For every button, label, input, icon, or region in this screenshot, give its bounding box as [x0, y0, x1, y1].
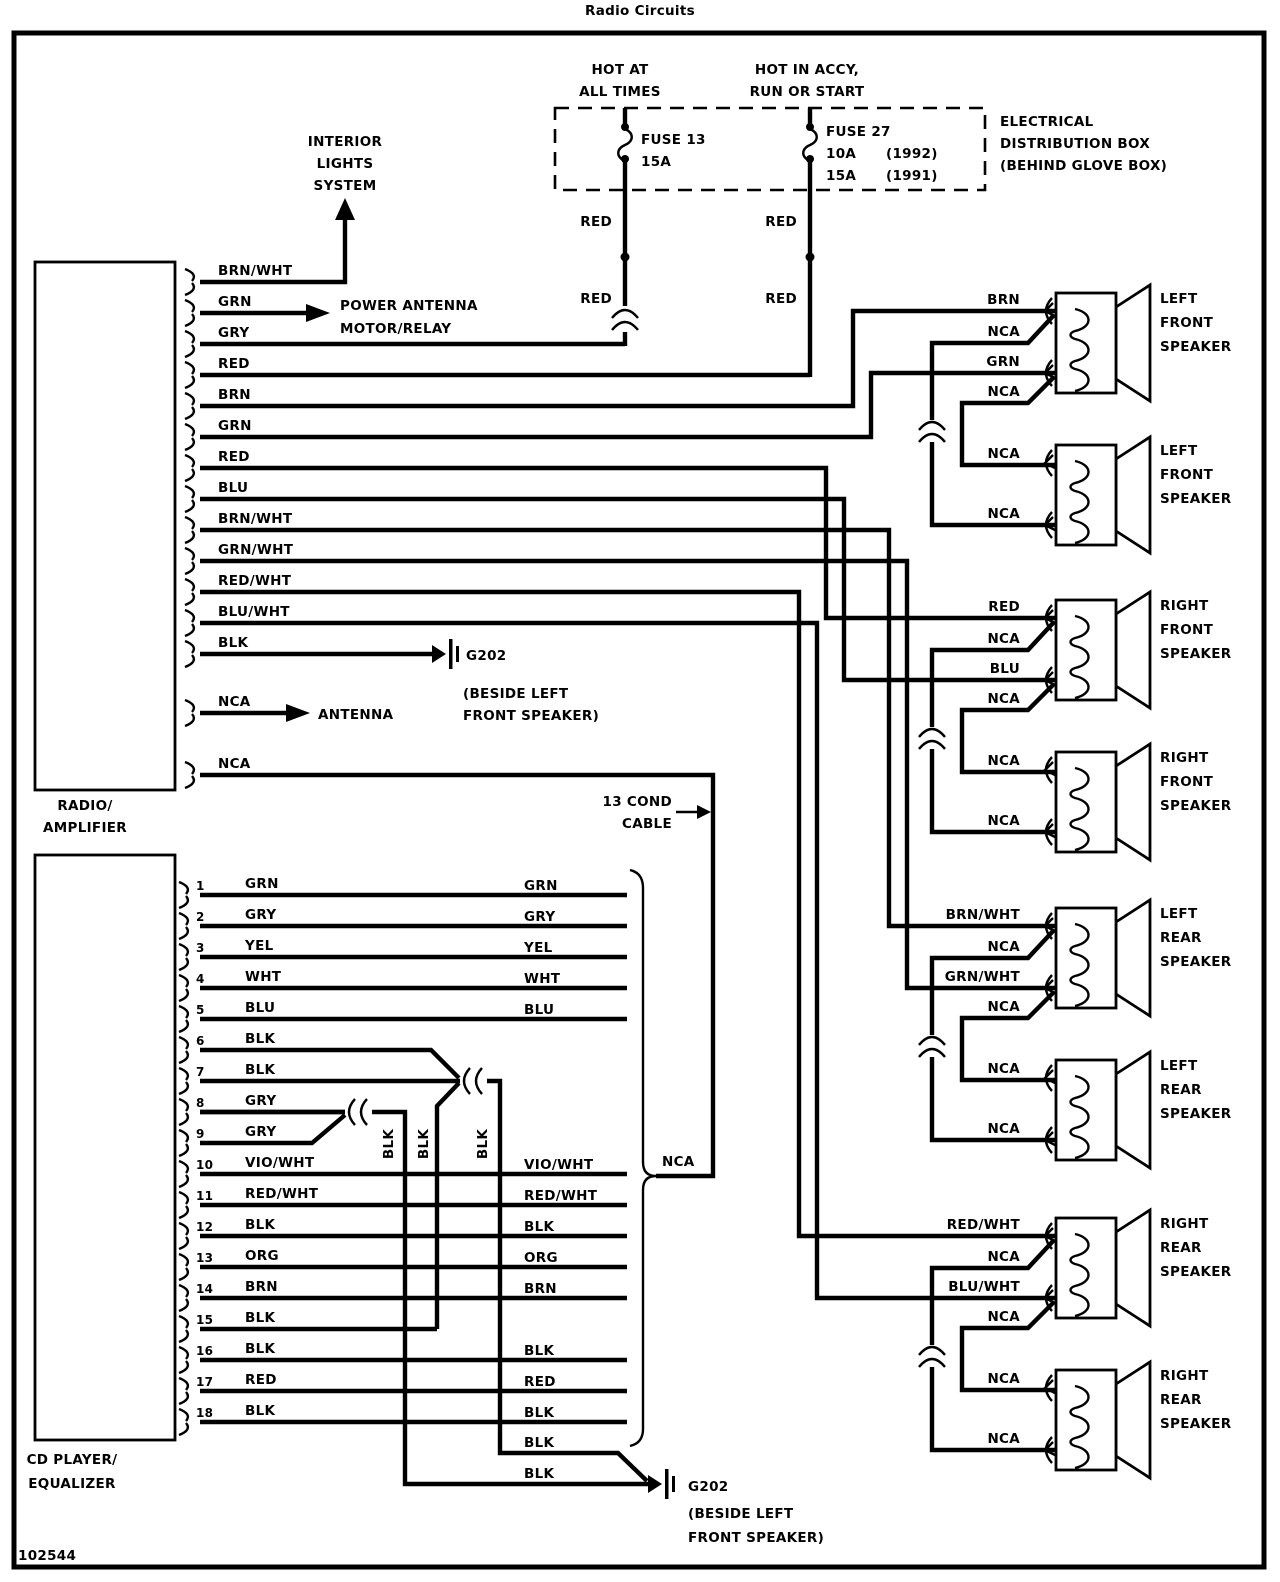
- speaker-wire-label: RED/WHT: [946, 1217, 1020, 1233]
- interior-lights-label: INTERIOR: [307, 134, 383, 150]
- radio-pin-label: RED: [218, 356, 250, 372]
- wire-color-label: RED: [580, 214, 612, 230]
- speaker-feed-wire: [200, 592, 1056, 1236]
- radio-pin-connector: [185, 331, 194, 357]
- cd-wire-label-right: YEL: [524, 940, 553, 956]
- power-antenna-label: MOTOR/RELAY: [340, 321, 452, 337]
- hot-accy-label: HOT IN ACCY,: [754, 62, 860, 78]
- cd-wire-label-right: BLK: [524, 1219, 555, 1235]
- cd-wire-label-right: BLU: [524, 1002, 555, 1018]
- speaker-wire-label: RED: [988, 599, 1020, 615]
- radio-pin-connector: [185, 455, 194, 481]
- cd-wire-label-right: BRN: [524, 1281, 557, 1297]
- speaker-feed-wire: [200, 468, 1056, 618]
- radio-pin-connector: [185, 641, 194, 667]
- cd-pin-number: 16: [196, 1344, 214, 1358]
- cd-pin-connector: [179, 944, 188, 970]
- radio-pin-label: RED: [218, 449, 250, 465]
- cd-pin-wire-label: RED: [245, 1372, 277, 1388]
- speaker-name: REAR: [1160, 1240, 1202, 1256]
- speaker-name: SPEAKER: [1160, 339, 1232, 355]
- cd-pin-wire-label: BLK: [245, 1062, 276, 1078]
- radio-pin-label: BRN/WHT: [218, 511, 293, 527]
- cd-pin-connector: [179, 1378, 188, 1404]
- speaker-feed-wire: [200, 623, 1056, 1298]
- ground-triangle-icon: [648, 1475, 662, 1493]
- arrow-right-icon: [697, 805, 711, 819]
- page-title: Radio Circuits: [585, 3, 695, 19]
- speaker-wire-label: NCA: [987, 384, 1020, 400]
- radio-pin-label: NCA: [218, 756, 251, 772]
- cd-pin-number: 5: [196, 1003, 205, 1017]
- radio-pin-connector: [185, 300, 194, 326]
- speaker-cone: [1116, 900, 1150, 1016]
- speaker-wire-label: NCA: [987, 631, 1020, 647]
- cd-pin-connector: [179, 1285, 188, 1311]
- cd-pin-wire-label: RED/WHT: [245, 1186, 319, 1202]
- speaker-wire-label: NCA: [987, 753, 1020, 769]
- speaker-name: FRONT: [1160, 467, 1214, 483]
- radio-pin-label: GRN/WHT: [218, 542, 294, 558]
- radio-amplifier-box: [35, 262, 175, 790]
- cd-blk-wire-6: [200, 1050, 459, 1078]
- cd-pin-wire-label: BLK: [245, 1031, 276, 1047]
- cd-pin-connector: [179, 1099, 188, 1125]
- cd-pin-wire-label: GRY: [245, 907, 277, 923]
- cd-pin-number: 2: [196, 910, 205, 924]
- cd-player-name: EQUALIZER: [28, 1476, 116, 1492]
- speaker-wire-label: NCA: [987, 813, 1020, 829]
- radio-pin-label: BRN: [218, 387, 251, 403]
- hot-at-label: ALL TIMES: [579, 84, 661, 100]
- speaker-name: SPEAKER: [1160, 1264, 1232, 1280]
- speaker-name: SPEAKER: [1160, 1106, 1232, 1122]
- radio-pin-label: BLU/WHT: [218, 604, 290, 620]
- cd-player-name: CD PLAYER/: [26, 1452, 118, 1468]
- interior-lights-label: LIGHTS: [316, 156, 374, 172]
- fuse27-year: (1991): [886, 168, 938, 184]
- cd-pin-wire-label: BLK: [245, 1217, 276, 1233]
- fuse27-top-dot: [806, 123, 814, 131]
- cd-wire-label-right: BLK: [524, 1343, 555, 1359]
- speaker-name: FRONT: [1160, 315, 1214, 331]
- fuse27-name: FUSE 27: [826, 124, 891, 140]
- fuse13-name: FUSE 13: [641, 132, 706, 148]
- speaker-name: SPEAKER: [1160, 954, 1232, 970]
- distribution-box-label: (BEHIND GLOVE BOX): [1000, 158, 1168, 174]
- cd-pin-number: 17: [196, 1375, 214, 1389]
- cd-pin-wire-label: WHT: [245, 969, 282, 985]
- cd-pin-connector: [179, 882, 188, 908]
- radio-ground-label: (BESIDE LEFT: [463, 686, 569, 702]
- cd-pin-connector: [179, 1161, 188, 1187]
- cd-pin-number: 7: [196, 1065, 205, 1079]
- hot-accy-label: RUN OR START: [749, 84, 865, 100]
- cd-ground-label: G202: [688, 1479, 729, 1495]
- inline-connector-icon: [919, 1037, 945, 1057]
- speaker-wire-label: NCA: [987, 1371, 1020, 1387]
- radio-pin-label: NCA: [218, 694, 251, 710]
- speaker-feed-wire: [200, 530, 1056, 926]
- speaker-name: LEFT: [1160, 291, 1198, 307]
- inline-connector-icon: [919, 729, 945, 749]
- radio-pin-label: BLK: [218, 635, 249, 651]
- splice-wire-label: BLK: [524, 1466, 555, 1482]
- speaker-cone: [1116, 437, 1150, 553]
- speaker-name: REAR: [1160, 930, 1202, 946]
- cd-pin-connector: [179, 1223, 188, 1249]
- fuse27-rating: 10A: [826, 146, 857, 162]
- cd-pin-wire-label: BLK: [245, 1310, 276, 1326]
- speaker-wire-label: BLU/WHT: [948, 1279, 1020, 1295]
- cable-brace: [630, 870, 656, 1446]
- radio-pin-connector: [185, 700, 194, 726]
- speaker-name: REAR: [1160, 1392, 1202, 1408]
- cd-pin-wire-label: BLK: [245, 1403, 276, 1419]
- speaker-feed-wire: [200, 311, 1056, 406]
- speaker-name: SPEAKER: [1160, 1416, 1232, 1432]
- distribution-box-label: ELECTRICAL: [1000, 114, 1094, 130]
- static-artwork: [35, 108, 985, 1499]
- cd-pin-connector: [179, 1068, 188, 1094]
- radio-pin-label: GRN: [218, 294, 252, 310]
- radio-pin-connector: [185, 424, 194, 450]
- speaker-wire-label: BLU: [989, 661, 1020, 677]
- vertical-wire-label: BLK: [416, 1128, 432, 1160]
- cd-pin-wire-label: BLU: [245, 1000, 276, 1016]
- cd-wire-label-right: GRY: [524, 909, 556, 925]
- speaker-name: REAR: [1160, 1082, 1202, 1098]
- splice-wire-label: BLK: [524, 1435, 555, 1451]
- inline-connector-icon: [919, 1347, 945, 1367]
- cd-wire-label-right: BLK: [524, 1405, 555, 1421]
- cd-pin-connector: [179, 1006, 188, 1032]
- cd-pin-connector: [179, 913, 188, 939]
- cd-pin-number: 9: [196, 1127, 205, 1141]
- cd-pin-connector: [179, 1254, 188, 1280]
- radio-pin-connector: [185, 362, 194, 388]
- cd-ground-label: (BESIDE LEFT: [688, 1506, 794, 1522]
- speaker-cone: [1116, 744, 1150, 860]
- inline-connector-icon: [349, 1099, 367, 1125]
- speaker-name: RIGHT: [1160, 1368, 1209, 1384]
- cd-pin-wire-label: BLK: [245, 1341, 276, 1357]
- cd-player-box: [35, 855, 175, 1440]
- inline-connector-icon: [919, 422, 945, 442]
- cd-wire-label-right: ORG: [524, 1250, 558, 1266]
- cd-pin-connector: [179, 1316, 188, 1342]
- arrow-right-icon: [286, 704, 310, 722]
- generated-artwork: [179, 263, 1232, 1478]
- speaker-name: LEFT: [1160, 443, 1198, 459]
- speaker-wire-label: GRN/WHT: [944, 969, 1020, 985]
- ground-triangle-icon: [432, 645, 446, 663]
- ground-bar-icon: [665, 1469, 669, 1499]
- inline-connector-icon: [464, 1068, 482, 1094]
- cable-label: CABLE: [622, 816, 672, 832]
- cd-wire-label-right: GRN: [524, 878, 558, 894]
- wire-color-label: RED: [765, 291, 797, 307]
- radio-pin-label: GRN: [218, 418, 252, 434]
- fuse27-rating: 15A: [826, 168, 857, 184]
- cable-label: 13 COND: [602, 794, 672, 810]
- speaker-wire-label: NCA: [987, 324, 1020, 340]
- cd-pin-wire-label: GRY: [245, 1093, 277, 1109]
- radio-pin-connector: [185, 517, 194, 543]
- ground-bar-icon: [456, 646, 459, 662]
- speaker-wire-label: GRN: [986, 354, 1020, 370]
- ground-bar-icon: [672, 1476, 675, 1492]
- cd-pin-number: 18: [196, 1406, 214, 1420]
- radio-pin-connector: [185, 579, 194, 605]
- speaker-name: FRONT: [1160, 774, 1214, 790]
- speaker-wire-label: NCA: [987, 506, 1020, 522]
- vertical-wire-label: BLK: [475, 1128, 491, 1160]
- antenna-label: ANTENNA: [318, 707, 394, 723]
- fuse13-rating: 15A: [641, 154, 672, 170]
- radio-pin-connector: [185, 486, 194, 512]
- cd-pin-number: 4: [196, 972, 205, 986]
- speaker-name: RIGHT: [1160, 750, 1209, 766]
- cd-wire-label-right: RED/WHT: [524, 1188, 598, 1204]
- speaker-wire-label: NCA: [987, 1309, 1020, 1325]
- speaker-name: SPEAKER: [1160, 798, 1232, 814]
- speaker-name: SPEAKER: [1160, 491, 1232, 507]
- cd-pin-connector: [179, 1037, 188, 1063]
- radio-pin-label: BRN/WHT: [218, 263, 293, 279]
- radio-pin-connector: [185, 610, 194, 636]
- cd-pin-wire-label: ORG: [245, 1248, 279, 1264]
- speaker-wire-label: NCA: [987, 1249, 1020, 1265]
- splice-dot: [806, 253, 815, 262]
- speaker-wire-label: NCA: [987, 691, 1020, 707]
- cd-pin-number: 1: [196, 879, 205, 893]
- speaker-name: SPEAKER: [1160, 646, 1232, 662]
- radio-pin-label: BLU: [218, 480, 249, 496]
- speaker-wire-label: BRN/WHT: [945, 907, 1020, 923]
- speaker-cone: [1116, 285, 1150, 401]
- radio-pin-connector: [185, 548, 194, 574]
- cd-pin-connector: [179, 1130, 188, 1156]
- cd-wire-label-right: RED: [524, 1374, 556, 1390]
- cd-wire-label-right: WHT: [524, 971, 561, 987]
- cd-ground-label: FRONT SPEAKER): [688, 1530, 825, 1546]
- speaker-wire-label: NCA: [987, 1121, 1020, 1137]
- inline-connector-icon: [612, 310, 638, 330]
- interior-lights-label: SYSTEM: [313, 178, 377, 194]
- speaker-wire-label: BRN: [987, 292, 1020, 308]
- radio-name: RADIO/: [57, 798, 113, 814]
- speaker-wire-label: NCA: [987, 1431, 1020, 1447]
- speaker-name: RIGHT: [1160, 1216, 1209, 1232]
- cd-pin-number: 3: [196, 941, 205, 955]
- vertical-wire-label: BLK: [381, 1128, 397, 1160]
- wire-color-label: RED: [580, 291, 612, 307]
- speaker-wire-label: NCA: [987, 446, 1020, 462]
- radio-pin-label: GRY: [218, 325, 250, 341]
- cd-pin-connector: [179, 1192, 188, 1218]
- radio-name: AMPLIFIER: [43, 820, 127, 836]
- cable-nca-label: NCA: [662, 1154, 695, 1170]
- arrow-up-icon: [335, 198, 355, 220]
- speaker-wire-label: NCA: [987, 999, 1020, 1015]
- radio-pin-label: RED/WHT: [218, 573, 292, 589]
- ground-bar-icon: [449, 639, 453, 669]
- hot-at-label: HOT AT: [591, 62, 649, 78]
- cd-pin-number: 15: [196, 1313, 214, 1327]
- speaker-cone: [1116, 1362, 1150, 1478]
- cd-pin-connector: [179, 975, 188, 1001]
- speaker-name: LEFT: [1160, 1058, 1198, 1074]
- splice-dot: [621, 253, 630, 262]
- power-antenna-label: POWER ANTENNA: [340, 298, 478, 314]
- cd-pin-wire-label: GRY: [245, 1124, 277, 1140]
- radio-ground-label: FRONT SPEAKER): [463, 708, 600, 724]
- cd-pin-connector: [179, 1409, 188, 1435]
- cd-pin-wire-label: GRN: [245, 876, 279, 892]
- cd-wire-label-right: VIO/WHT: [524, 1157, 594, 1173]
- speaker-wire-label: NCA: [987, 1061, 1020, 1077]
- cd-pin-wire-label: BRN: [245, 1279, 278, 1295]
- speaker-cone: [1116, 1210, 1150, 1326]
- cd-pin-number: 11: [196, 1189, 214, 1203]
- cd-pin-wire-label: VIO/WHT: [245, 1155, 315, 1171]
- fuse13-top-dot: [621, 123, 629, 131]
- arrow-right-icon: [306, 304, 330, 322]
- speaker-name: FRONT: [1160, 622, 1214, 638]
- speaker-wire-label: NCA: [987, 939, 1020, 955]
- radio-ground-label: G202: [466, 648, 507, 664]
- cd-pin-number: 13: [196, 1251, 214, 1265]
- speaker-name: RIGHT: [1160, 598, 1209, 614]
- wire-color-label: RED: [765, 214, 797, 230]
- cd-pin-number: 14: [196, 1282, 214, 1296]
- speaker-cone: [1116, 592, 1150, 708]
- radio-pin-connector: [185, 269, 194, 295]
- fuse27-year: (1992): [886, 146, 938, 162]
- cd-pin-wire-label: YEL: [245, 938, 274, 954]
- speaker-cone: [1116, 1052, 1150, 1168]
- cd-pin-connector: [179, 1347, 188, 1373]
- cd-pin-number: 12: [196, 1220, 214, 1234]
- radio-pin-connector: [185, 393, 194, 419]
- radio-pin-connector: [185, 762, 194, 788]
- cd-pin-number: 6: [196, 1034, 205, 1048]
- doc-number: 102544: [18, 1548, 77, 1564]
- speaker-name: LEFT: [1160, 906, 1198, 922]
- distribution-box-label: DISTRIBUTION BOX: [1000, 136, 1151, 152]
- cd-pin-number: 8: [196, 1096, 205, 1110]
- cd-pin-number: 10: [196, 1158, 214, 1172]
